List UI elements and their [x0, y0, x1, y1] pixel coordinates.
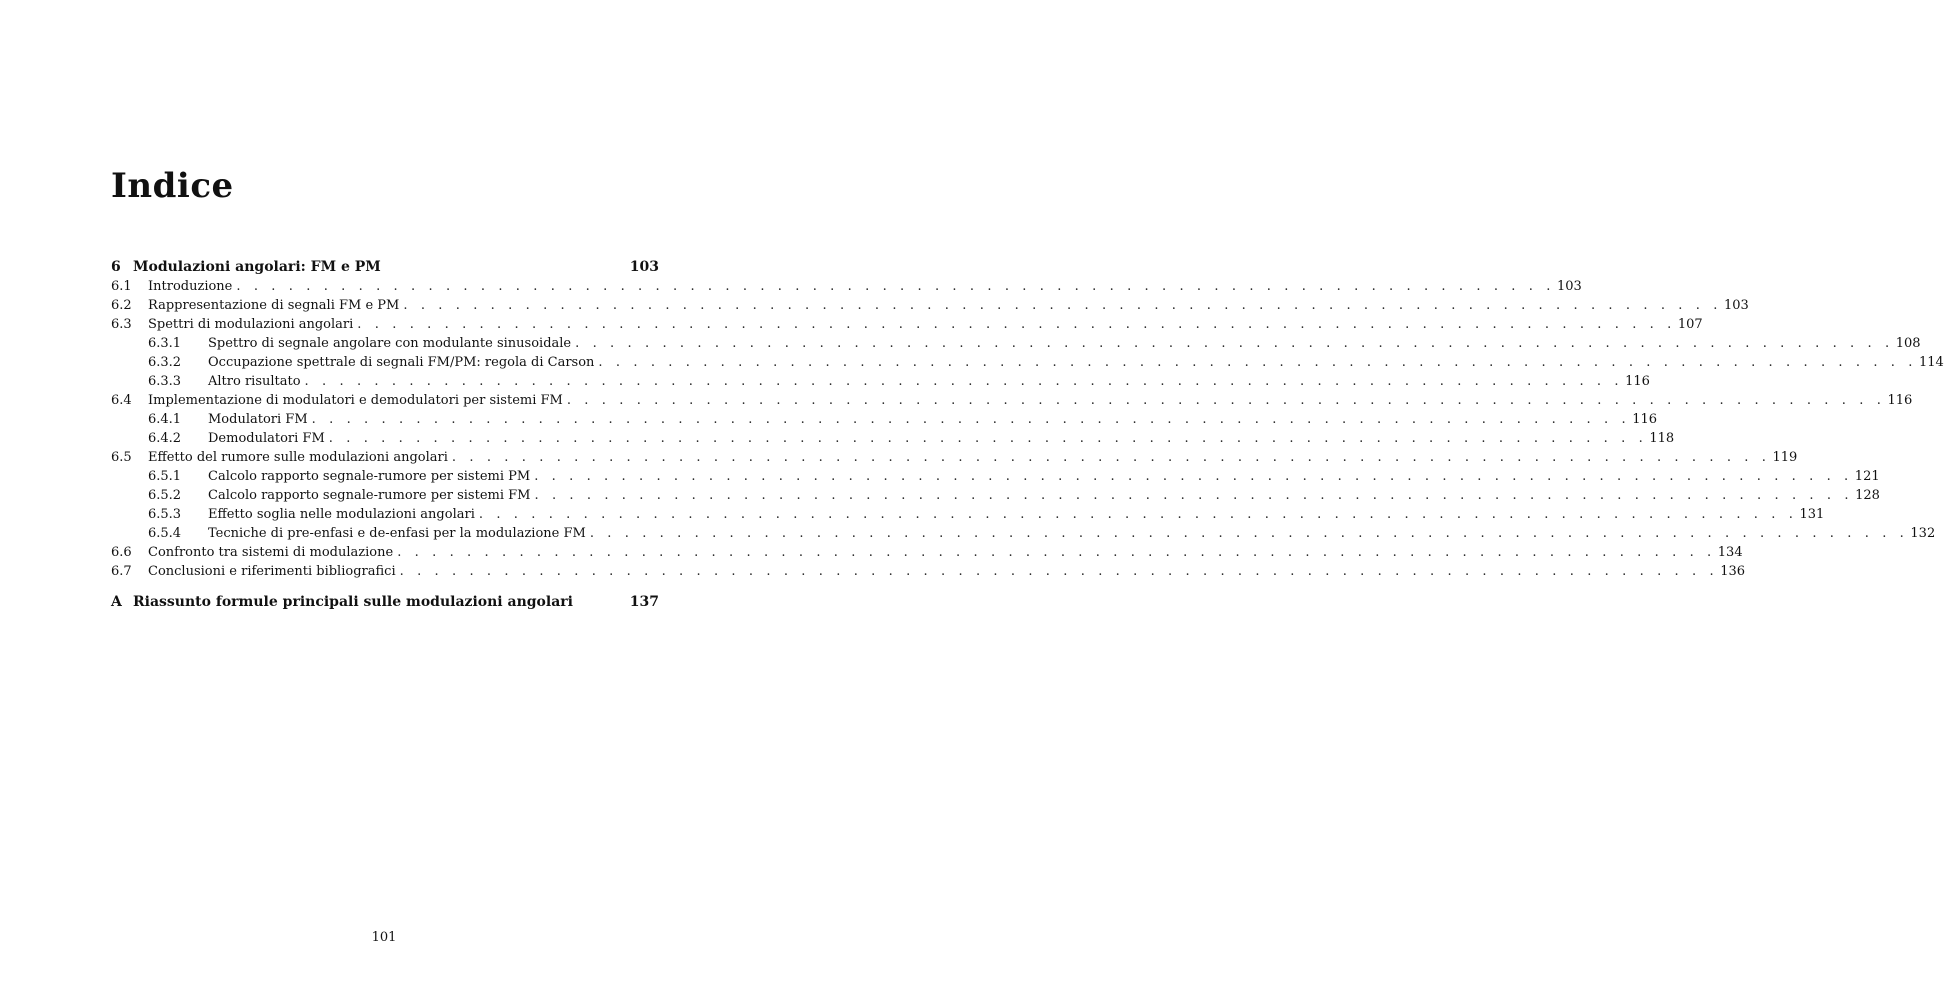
toc-page: 132: [1910, 526, 1936, 541]
toc-number: 6.2: [111, 298, 132, 313]
toc-number: 6.5.1: [148, 469, 182, 484]
toc-title: Rappresentazione di segnali FM e PM: [148, 298, 400, 313]
toc-section-6-5[interactable]: [111, 448, 1798, 467]
toc-leader-dots: . . . . . . . . . . . . . . . . . . . . . . . . . . . . . . . . . . . . . . . . . . . . . . . . . . . . . . . . . . . . . . . . . . . . . . . . . . . .: [534, 469, 1853, 484]
toc-title: Tecniche di pre-enfasi e de-enfasi per la modulazione FM: [208, 526, 586, 541]
toc-number: 6.4.1: [148, 412, 182, 427]
toc-title: Introduzione: [148, 279, 233, 294]
toc-number: 6: [111, 259, 121, 275]
toc-leader-dots: . . . . . . . . . . . . . . . . . . . . . . . . . . . . . . . . . . . . . . . . . . . . . . . . . . . . . . . . . . . . . . . . . . . . . . . . . . . .: [397, 545, 1716, 560]
toc-number: 6.4: [111, 393, 132, 408]
toc-leader-dots: . . . . . . . . . . . . . . . . . . . . . . . . . . . . . . . . . . . . . . . . . . . . . . . . . . . . . . . . . . . . . . . . . . . . . . . . . . . .: [478, 507, 1798, 522]
toc-leader-dots: . . . . . . . . . . . . . . . . . . . . . . . . . . . . . . . . . . . . . . . . . . . . . . . . . . . . . . . . . . . . . . . . . . . . . . . . . . . .: [328, 431, 1648, 446]
toc-subsection-6-5-2[interactable]: [111, 486, 1880, 505]
toc-leader-dots: . . . . . . . . . . . . . . . . . . . . . . . . . . . . . . . . . . . . . . . . . . . . . . . . . . . . . . . . . . . . . . . . . . . . . . . . . . . .: [598, 355, 1918, 370]
toc-page: 131: [1799, 507, 1825, 522]
toc-leader-dots: . . . . . . . . . . . . . . . . . . . . . . . . . . . . . . . . . . . . . . . . . . . . . . . . . . . . . . . . . . . . . . . . . . . . . . . . . . . .: [589, 526, 1909, 541]
toc-title: Calcolo rapporto segnale-rumore per sistemi FM: [208, 488, 531, 503]
toc-page: 103: [1556, 279, 1582, 294]
toc-number: 6.5.4: [148, 526, 182, 541]
toc-section-6-7[interactable]: [111, 562, 1746, 581]
toc-section-6-2[interactable]: [111, 296, 1749, 315]
toc-number: 6.5.2: [148, 488, 182, 503]
toc-title: Modulazioni angolari: FM e PM: [133, 259, 381, 275]
toc-page: 116: [1625, 374, 1650, 389]
toc-leader-dots: . . . . . . . . . . . . . . . . . . . . . . . . . . . . . . . . . . . . . . . . . . . . . . . . . . . . . . . . . . . . . . . . . . . . . . . . . . . .: [236, 279, 1555, 294]
toc-subsection-6-5-3[interactable]: [111, 505, 1825, 524]
toc-section-6-4[interactable]: [111, 391, 1913, 410]
toc-page: 116: [1887, 393, 1913, 408]
toc-subsection-6-5-4[interactable]: [111, 524, 1936, 543]
toc-number: 6.4.2: [148, 431, 182, 446]
toc-subsection-6-4-2[interactable]: [111, 429, 1675, 448]
toc-section-6-1[interactable]: [111, 277, 1582, 296]
toc-title: Spettro di segnale angolare con modulante sinusoidale: [208, 336, 572, 351]
toc-page: 107: [1677, 317, 1703, 332]
toc-leader-dots: . . . . . . . . . . . . . . . . . . . . . . . . . . . . . . . . . . . . . . . . . . . . . . . . . . . . . . . . . . . . . . . . . . . . . . . . . . . .: [399, 564, 1719, 579]
toc-page: 119: [1772, 450, 1798, 465]
toc-number: 6.3.3: [148, 374, 182, 389]
toc-page: 114: [1919, 355, 1944, 370]
toc-page: 103: [629, 259, 659, 275]
toc-title: Confronto tra sistemi di modulazione: [148, 545, 394, 560]
toc-subsection-6-4-1[interactable]: [111, 410, 1658, 429]
toc-title: Spettri di modulazioni angolari: [148, 317, 354, 332]
toc-leader-dots: . . . . . . . . . . . . . . . . . . . . . . . . . . . . . . . . . . . . . . . . . . . . . . . . . . . . . . . . . . . . . . . . . . . . . . . . . . . .: [403, 298, 1722, 313]
toc-leader-dots: . . . . . . . . . . . . . . . . . . . . . . . . . . . . . . . . . . . . . . . . . . . . . . . . . . . . . . . . . . . . . . . . . . . . . . . . . . . .: [566, 393, 1886, 408]
toc-section-6-3[interactable]: [111, 315, 1703, 334]
toc-leader-dots: . . . . . . . . . . . . . . . . . . . . . . . . . . . . . . . . . . . . . . . . . . . . . . . . . . . . . . . . . . . . . . . . . . . . . . . . . . . .: [304, 374, 1624, 389]
toc-title: Effetto soglia nelle modulazioni angolari: [208, 507, 475, 522]
toc-page: 103: [1723, 298, 1749, 313]
page-title: Indice: [111, 166, 234, 206]
toc-title: Riassunto formule principali sulle modulazioni angolari: [133, 594, 573, 610]
toc-page: 136: [1720, 564, 1746, 579]
page-number: 101: [371, 930, 397, 945]
toc-title: Effetto del rumore sulle modulazioni angolari: [148, 450, 448, 465]
toc-page: 118: [1649, 431, 1675, 446]
toc-page: 134: [1717, 545, 1743, 560]
toc-number: 6.3.1: [148, 336, 182, 351]
toc-section-6-6[interactable]: [111, 543, 1743, 562]
toc-leader-dots: . . . . . . . . . . . . . . . . . . . . . . . . . . . . . . . . . . . . . . . . . . . . . . . . . . . . . . . . . . . . . . . . . . . . . . . . . . . .: [311, 412, 1631, 427]
toc-number: A: [111, 594, 122, 610]
toc-appendix-a[interactable]: [111, 593, 659, 612]
toc-page: 116: [1632, 412, 1658, 427]
toc-subsection-6-3-2[interactable]: [111, 353, 1944, 372]
toc-page: 128: [1855, 488, 1880, 503]
toc-title: Conclusioni e riferimenti bibliografici: [148, 564, 396, 579]
toc-leader-dots: . . . . . . . . . . . . . . . . . . . . . . . . . . . . . . . . . . . . . . . . . . . . . . . . . . . . . . . . . . . . . . . . . . . . . . . . . . . .: [575, 336, 1894, 351]
toc-page: 137: [629, 594, 659, 610]
toc-page: 108: [1895, 336, 1921, 351]
toc-subsection-6-3-3[interactable]: [111, 372, 1650, 391]
toc-title: Demodulatori FM: [208, 431, 325, 446]
toc-subsection-6-3-1[interactable]: [111, 334, 1921, 353]
toc-leader-dots: . . . . . . . . . . . . . . . . . . . . . . . . . . . . . . . . . . . . . . . . . . . . . . . . . . . . . . . . . . . . . . . . . . . . . . . . . . . .: [357, 317, 1676, 332]
toc-leader-dots: . . . . . . . . . . . . . . . . . . . . . . . . . . . . . . . . . . . . . . . . . . . . . . . . . . . . . . . . . . . . . . . . . . . . . . . . . . . .: [534, 488, 1854, 503]
toc-title: Implementazione di modulatori e demodulatori per sistemi FM: [148, 393, 563, 408]
toc-title: Modulatori FM: [208, 412, 308, 427]
toc-number: 6.3.2: [148, 355, 182, 370]
toc-number: 6.3: [111, 317, 132, 332]
toc-number: 6.1: [111, 279, 132, 294]
toc-number: 6.5.3: [148, 507, 182, 522]
toc-number: 6.7: [111, 564, 132, 579]
toc-title: Calcolo rapporto segnale-rumore per sistemi PM: [208, 469, 531, 484]
toc-chapter-6[interactable]: [111, 258, 659, 277]
toc-title: Altro risultato: [208, 374, 301, 389]
toc-subsection-6-5-1[interactable]: [111, 467, 1880, 486]
toc-number: 6.5: [111, 450, 132, 465]
toc-title: Occupazione spettrale di segnali FM/PM: regola di Carson: [208, 355, 595, 370]
toc-page: 121: [1854, 469, 1880, 484]
toc-number: 6.6: [111, 545, 132, 560]
toc-leader-dots: . . . . . . . . . . . . . . . . . . . . . . . . . . . . . . . . . . . . . . . . . . . . . . . . . . . . . . . . . . . . . . . . . . . . . . . . . . . .: [451, 450, 1771, 465]
